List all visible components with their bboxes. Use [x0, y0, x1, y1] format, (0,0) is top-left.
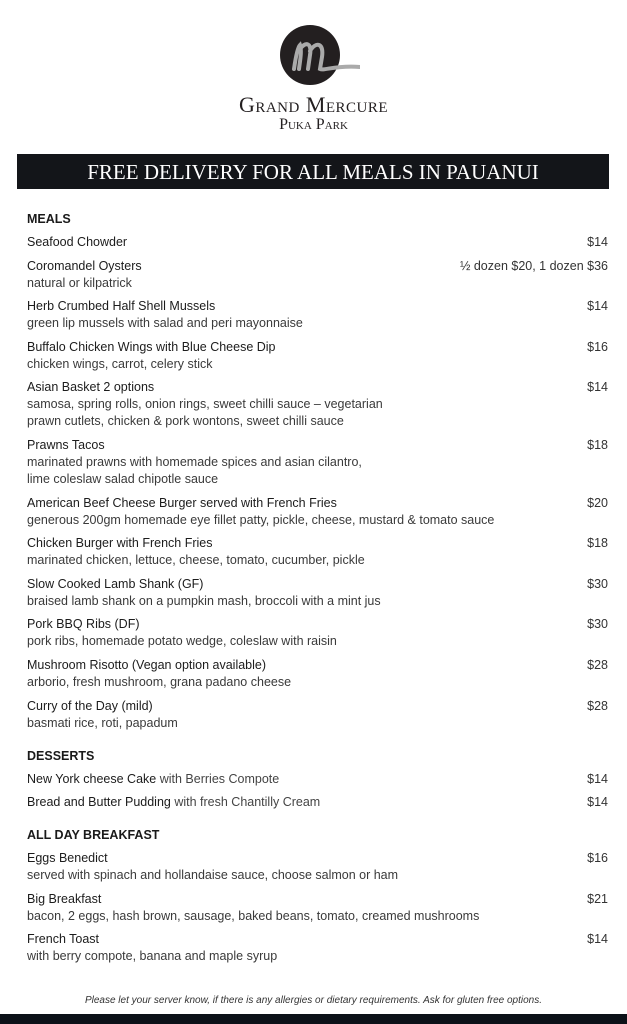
brand-name: Grand Mercure — [238, 92, 389, 117]
section-heading: MEALS — [27, 212, 71, 226]
item-name-text: Curry of the Day (mild) — [27, 698, 153, 713]
item-name-text: Bread and Butter Pudding — [27, 795, 171, 810]
menu-item — [27, 339, 608, 373]
item-price: $30 — [587, 576, 608, 591]
item-name — [27, 234, 127, 251]
item-extra: with Berries Compote — [156, 771, 280, 786]
menu-item — [27, 234, 608, 251]
item-price: $21 — [587, 891, 608, 906]
section-heading: DESSERTS — [27, 748, 95, 763]
item-name-text: American Beef Cheese Burger served with French Fries — [27, 495, 337, 510]
item-description: lime coleslaw salad chipotle sauce — [27, 471, 219, 486]
item-name — [27, 698, 153, 715]
item-name — [27, 379, 154, 396]
item-name-text: Herb Crumbed Half Shell Mussels — [27, 299, 216, 314]
menu-item — [27, 495, 608, 529]
item-description: marinated prawns with homemade spices and asian cilantro, — [27, 454, 362, 469]
menu-item — [27, 379, 608, 430]
item-price: $16 — [587, 851, 608, 866]
item-name — [27, 771, 279, 788]
menu-item — [27, 298, 608, 332]
menu-item — [27, 258, 608, 292]
menu-item — [27, 437, 608, 488]
item-description: pork ribs, homemade potato wedge, coleslaw with raisin — [27, 634, 337, 649]
bottom-bar — [0, 1014, 627, 1024]
item-name-text: New York cheese Cake — [27, 771, 157, 786]
item-description: marinated chicken, lettuce, cheese, tomato, cucumber, pickle — [27, 553, 365, 568]
item-description: chicken wings, carrot, celery stick — [27, 356, 213, 371]
item-name — [27, 931, 99, 948]
item-name-text: Big Breakfast — [27, 891, 102, 906]
item-price: $14 — [587, 771, 608, 786]
item-name-text: Prawns Tacos — [27, 437, 105, 452]
brand-logo — [280, 25, 340, 85]
item-price: $14 — [587, 795, 608, 810]
item-name — [27, 850, 108, 867]
logo-m-icon — [280, 25, 360, 85]
item-description: natural or kilpatrick — [27, 275, 132, 290]
allergy-note: Please let your server know, if there is any allergies or dietary requirements. Ask for gluten free options. — [84, 995, 543, 1006]
item-name — [27, 657, 266, 674]
item-description: green lip mussels with salad and peri mayonnaise — [27, 316, 303, 331]
item-price: $16 — [587, 339, 608, 354]
item-name — [27, 616, 140, 633]
menu-item — [27, 794, 608, 811]
menu — [27, 211, 608, 972]
menu-item — [27, 850, 608, 884]
item-name-text: Slow Cooked Lamb Shank (GF) — [27, 576, 204, 591]
item-name — [27, 298, 215, 315]
item-name-text: Mushroom Risotto (Vegan option available) — [27, 657, 267, 672]
section-heading: ALL DAY BREAKFAST — [27, 828, 160, 843]
menu-item — [27, 771, 608, 788]
item-name — [27, 258, 142, 275]
item-name — [27, 437, 105, 454]
item-price: $14 — [587, 235, 608, 249]
item-description: bacon, 2 eggs, hash brown, sausage, baked beans, tomato, creamed mushrooms — [27, 908, 480, 923]
item-description: samosa, spring rolls, onion rings, sweet chilli sauce – vegetarian — [27, 397, 383, 412]
item-extra: with fresh Chantilly Cream — [170, 795, 321, 810]
item-name — [27, 794, 320, 811]
item-name — [27, 339, 276, 356]
menu-item — [27, 535, 608, 569]
item-price: $14 — [587, 299, 608, 314]
item-price: $14 — [587, 380, 608, 395]
item-price: $18 — [587, 536, 608, 551]
item-price: ½ dozen $20, 1 dozen $36 — [459, 258, 608, 273]
menu-item — [27, 891, 608, 925]
item-price: $14 — [587, 932, 608, 947]
delivery-banner: FREE DELIVERY FOR ALL MEALS IN PAUANUI — [17, 154, 609, 189]
item-name-text: Pork BBQ Ribs (DF) — [27, 617, 140, 632]
item-description: braised lamb shank on a pumpkin mash, broccoli with a mint jus — [27, 593, 381, 608]
menu-item — [27, 616, 608, 650]
item-name — [27, 576, 203, 593]
item-description: served with spinach and hollandaise sauce, choose salmon or ham — [27, 868, 399, 883]
item-description: prawn cutlets, chicken & pork wontons, sweet chilli sauce — [27, 414, 344, 429]
item-name-text: Seafood Chowder — [27, 235, 128, 249]
item-name — [27, 891, 101, 908]
item-name-text: Coromandel Oysters — [27, 258, 142, 273]
item-price: $20 — [587, 495, 608, 510]
item-price: $30 — [587, 617, 608, 632]
item-name-text: Chicken Burger with French Fries — [27, 536, 213, 551]
item-description: with berry compote, banana and maple syrup — [27, 949, 278, 964]
menu-item — [27, 931, 608, 965]
brand-subtitle: Puka Park — [279, 116, 348, 133]
item-name-text: Asian Basket 2 options — [27, 380, 155, 395]
item-name — [27, 495, 337, 512]
item-price: $28 — [587, 657, 608, 672]
item-price: $28 — [587, 698, 608, 713]
item-price: $18 — [587, 437, 608, 452]
menu-item — [27, 698, 608, 732]
item-description: arborio, fresh mushroom, grana padano cheese — [27, 674, 292, 689]
item-name — [27, 535, 212, 552]
item-name-text: Buffalo Chicken Wings with Blue Cheese Dip — [27, 339, 276, 354]
item-description: basmati rice, roti, papadum — [27, 715, 178, 730]
menu-item — [27, 657, 608, 691]
item-name-text: Eggs Benedict — [27, 851, 108, 866]
item-name-text: French Toast — [27, 932, 100, 947]
item-description: generous 200gm homemade eye fillet patty, pickle, cheese, mustard & tomato sauce — [27, 512, 495, 527]
menu-item — [27, 576, 608, 610]
